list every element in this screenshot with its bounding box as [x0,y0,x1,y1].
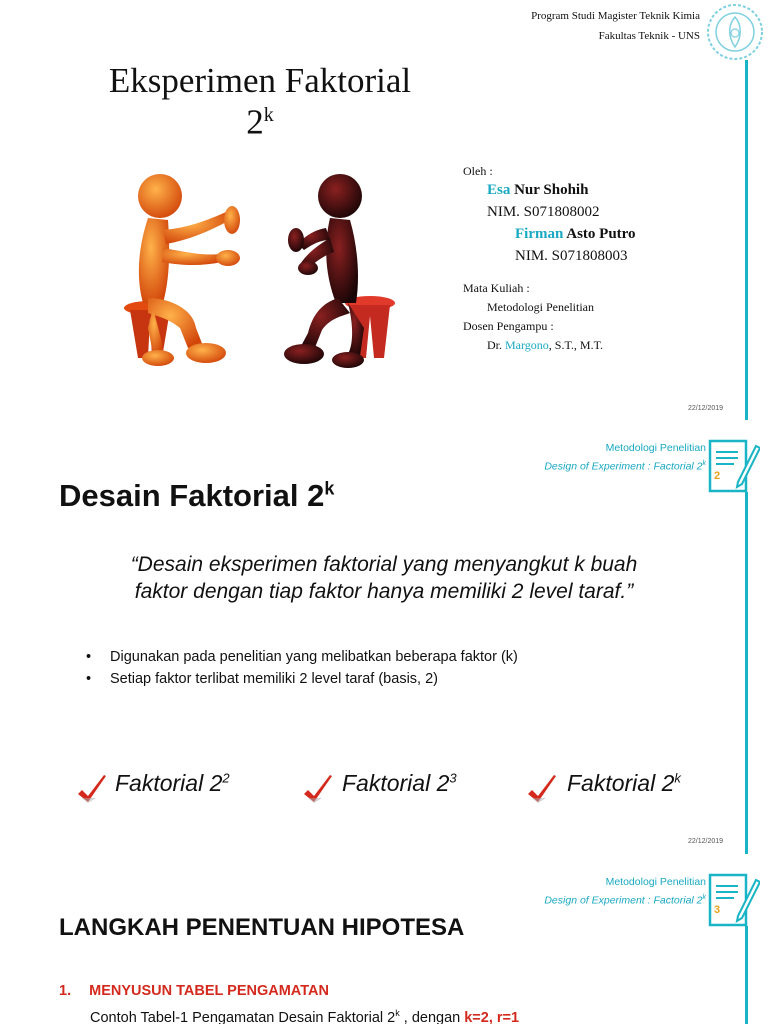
title-power [68,98,452,140]
discussion-figures-image [108,168,408,378]
header-line-1: Program Studi Magister Teknik Kimia [531,10,700,22]
document-pencil-icon [708,438,760,494]
checkmark-icon [302,772,334,804]
slide-title [68,61,452,142]
title-exp: k [324,478,335,499]
step-heading [59,983,329,999]
author-2-first: Firman [515,226,564,242]
author-1-first: Esa [487,182,511,198]
title-exp: k [263,104,274,126]
slide-2-header [544,440,706,475]
accent-line [745,60,748,420]
oleh-label: Oleh : [463,164,493,178]
caption-highlight: k=2, r=1 [464,1009,520,1024]
author-block [463,163,743,355]
factorial-exp: 3 [449,770,457,786]
title-base: 2 [246,102,264,142]
title-text: Eksperimen Faktorial [108,61,412,100]
step-title: MENYUSUN TABEL PENGAMATAN [89,983,329,999]
caption-mid: , dengan [399,1009,465,1024]
dosen [487,336,743,355]
accent-line [745,926,748,1024]
dosen-prefix: Dr. [487,338,505,352]
step-number: 1. [59,983,72,999]
quote-line-1: “Desain eksperimen faktorial yang menyangkut k buah [130,553,638,576]
course-topic-exp: k [702,894,706,901]
caption-text: Contoh Tabel-1 Pengamatan Desain Faktorial 2 [90,1009,396,1024]
document-pencil-icon [708,872,760,928]
slide-1-date: 22/12/2019 [688,405,724,412]
author-2-rest: Asto Putro [563,226,636,242]
author-1 [487,179,743,201]
slide-3-header [544,874,706,909]
author-2 [515,223,743,245]
factorial-label: Faktorial 2 [115,770,223,796]
course-name: Metodologi Penelitian [605,876,706,888]
bullet-item: • Setiap faktor terlibat memiliki 2 level taraf (basis, 2) [86,668,518,690]
dosen-name: Margono [505,338,549,352]
factorial-exp: 2 [222,770,230,786]
slide-2 [0,432,768,854]
slide-separator [0,854,768,866]
slide-2-title [59,478,334,514]
header-line-2: Fakultas Teknik - UNS [598,30,700,42]
course-topic [544,456,706,475]
author-1-rest: Nur Shohih [510,182,589,198]
bullet-item: • Digunakan pada penelitian yang melibatkan beberapa faktor (k) [86,646,518,668]
slide-separator [0,420,768,432]
course-topic [544,890,706,909]
dosen-suffix: , S.T., M.T. [548,338,604,352]
factorial-item-1 [115,770,230,797]
accent-line [745,492,748,854]
mata-kuliah-label: Mata Kuliah : [463,281,530,295]
page-number: 2 [714,470,721,482]
slide-1 [0,0,768,420]
slide-3-title: LANGKAH PENENTUAN HIPOTESA [59,914,465,941]
factorial-label: Faktorial 2 [342,770,450,796]
factorial-item-2 [342,770,457,797]
university-logo-icon [706,3,764,61]
slide-3 [0,866,768,1024]
caption-exp: k [395,1008,400,1018]
course-topic-text: Design of Experiment : Factorial 2 [544,894,703,907]
dosen-label: Dosen Pengampu : [463,319,554,333]
definition-quote [60,551,708,605]
nim-2: NIM. S071808003 [515,248,628,264]
course-name: Metodologi Penelitian [605,442,706,454]
factorial-label: Faktorial 2 [567,770,675,796]
quote-line-2: faktor dengan tiap faktor hanya memiliki 2 level taraf.” [134,580,634,603]
bullet-list [86,646,518,690]
course-topic-text: Design of Experiment : Factorial 2 [544,460,703,473]
page-number: 3 [714,904,721,916]
factorial-item-3 [567,770,681,797]
factorial-exp: k [674,770,681,786]
mata-kuliah: Metodologi Penelitian [487,300,594,314]
title-text: Desain Faktorial 2 [59,478,325,513]
example-caption [90,1008,519,1024]
nim-1: NIM. S071808002 [487,204,600,220]
checkmark-icon [76,772,108,804]
slide-2-date: 22/12/2019 [688,838,724,845]
header-program [531,6,700,46]
course-topic-exp: k [702,460,706,467]
checkmark-icon [526,772,558,804]
